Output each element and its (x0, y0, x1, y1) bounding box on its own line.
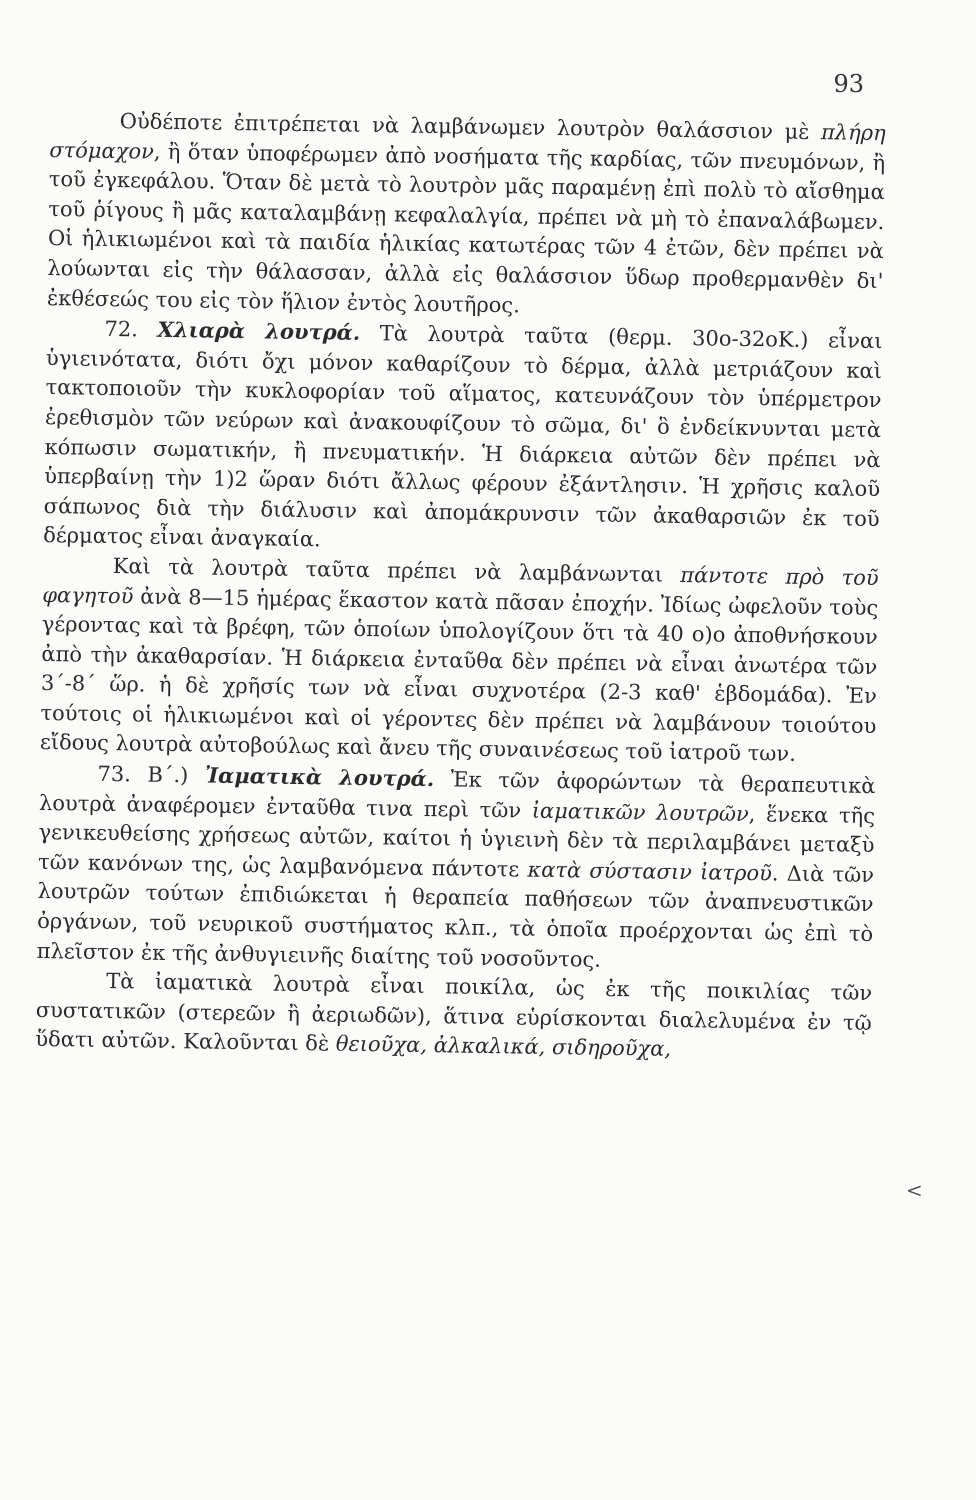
section-title: Ἰαματικὰ λουτρά. (204, 762, 435, 792)
section-number: 72. (104, 317, 158, 342)
italic-phrase: πλήρη στόμαχον (49, 120, 886, 164)
page-body-text (35, 106, 886, 1068)
paragraph-bath-frequency (40, 551, 879, 771)
paragraph-sea-bathing (47, 106, 886, 326)
text-run: Καὶ τὰ λουτρὰ ταῦτα πρέπει νὰ λαμβάνωνται (112, 553, 681, 587)
italic-phrase: θειοῦχα, ἀλκαλικά, σιδηροῦχα, (335, 1032, 672, 1062)
italic-phrase: πάντοτε πρὸ τοῦ φαγητοῦ (42, 562, 879, 608)
text-run: , ἕνεκα τῆς γενικευθείσης χρήσεως αὐτῶν, καίτοι ἡ ὑγιεινὴ δὲν τὰ περιλαμβάνει μεταξὺ τῶν κανόνων της, ὡς λαμβανόμενα πάντοτε (37, 801, 876, 882)
margin-mark: < (906, 1178, 923, 1202)
text-run: Τὰ ἰαματικὰ λουτρὰ εἶναι ποικίλα, ὡς ἐκ τῆς ποικιλίας τῶν συστατικῶν (στερεῶν ἢ ἀεριωδῶν), ἅτινα εὑρίσκονται διαλελυμένα ἐν τῷ ὕδατι αὐτῶν. Καλοῦνται δὲ (35, 969, 873, 1057)
text-run: Ἐκ τῶν ἀφορώντων τὰ θεραπευτικὰ λουτρὰ ἀναφέρομεν ἐνταῦθα τινα περὶ τῶν (38, 767, 876, 823)
text-run: , ἢ ὅταν ὑποφέρωμεν ἀπὸ νοσήματα τῆς καρδίας, τῶν πνευμόνων, ἢ τοῦ ἐγκεφάλου. Ὅταν δὲ μετὰ τὸ λουτρὸν μᾶς παραμένῃ ἐπὶ πολὺ τὸ αἴσθημα τοῦ ῥίγους ἢ μᾶς καταλαμβάνῃ κεφαλαλγία, πρέπει νὰ μὴ τὸ ἐπαναλάβωμεν. Οἱ ἡλικιωμένοι καὶ τὰ παιδία ἡλικίας κατωτέρας τῶν 4 ἐτῶν, δὲν πρέπει νὰ λούωνται εἰς τὴν θάλασσαν, ἀλλὰ εἰς θαλάσσιον ὕδωρ προθερμανθὲν δι' ἐκθέσεώς του εἰς τὸν ἥλιον ἐντὸς λουτῆρος. (46, 139, 886, 317)
paragraph-bath-types (35, 966, 872, 1068)
section-number: 73. Β΄.) (97, 761, 206, 788)
text-run: ἀνὰ 8—15 ἡμέρας ἕκαστον κατὰ πᾶσαν ἐποχήν. Ἰδίως ὠφελοῦν τοὺς γέροντας καὶ τὰ βρέφη, τῶν ὁποίων ὑπολογίζουν ὅτι τὰ 40 ο)ο ἀποθνήσκουν ἀπὸ τὴν ἀκαθαρσίαν. Ἡ διάρκεια ἐνταῦθα δὲν πρέπει νὰ εἶναι ἀνωτέρα τῶν 3΄-8΄ ὥρ. ἡ δὲ χρῆσίς των νὰ εἶναι συχνοτέρα (2-3 καθ' ἑβδομάδα). Ἐν τούτοις οἱ ἡλικιωμένοι καὶ οἱ γέροντες δὲν πρέπει νὰ λαμβάνουν τοιούτου εἴδους λουτρὰ αὐτοβούλως καὶ ἄνευ τῆς συναινέσεως τοῦ ἰατροῦ των. (39, 583, 879, 767)
section-73-therapeutic-baths (36, 758, 875, 979)
text-run: . Διὰ τῶν λουτρῶν τούτων ἐπιδιώκεται ἡ θεραπεία παθήσεων τῶν ἀναπνευστικῶν ὀργάνων, τοῦ νευρικοῦ συστήματος κλπ., τὰ ὁποῖα προέρχονται ὡς ἐπὶ τὸ πλεῖστον ἐκ τῆς ἀνθυγιεινῆς διαίτης τοῦ νοσοῦντος. (36, 861, 875, 972)
section-title: Χλιαρὰ λουτρά. (157, 316, 361, 346)
italic-phrase: κατὰ σύστασιν ἰατροῦ (527, 857, 773, 886)
italic-phrase: ἰαματικῶν λουτρῶν (531, 798, 749, 826)
page-number: 93 (833, 70, 864, 98)
text-run: Οὐδέποτε ἐπιτρέπεται νὰ λαμβάνωμεν λουτρὸν θαλάσσιον μὲ (119, 109, 822, 145)
text-run: Τὰ λουτρὰ ταῦτα (θερμ. 30ο-32οΚ.) εἶναι ὑγιεινότατα, διότι ὄχι μόνον καθαρίζουν τὸ δέρμα, ἀλλὰ μετριάζουν καὶ τακτοποιοῦν τὴν κυκλοφορίαν τοῦ αἵματος, κατευνάζουν τὸν ὑπέρμετρον ἐρεθισμὸν τῶν νεύρων καὶ ἀνακουφίζουν τὸ σῶμα, δι' ὃ ἐνδείκνυνται μετὰ κόπωσιν σωματικήν, ἢ πνευματικήν. Ἡ διάρκεια αὐτῶν δὲν πρέπει νὰ ὑπερβαίνῃ τὴν 1)2 ὥραν διότι ἄλλως φέρουν ἐξάντλησιν. Ἡ χρῆσις καλοῦ σάπωνος διὰ τὴν διάλυσιν καὶ ἀπομάκρυνσιν τῶν ἀκαθαρσιῶν ἐκ τοῦ δέρματος εἶναι ἀναγκαία. (43, 321, 883, 552)
section-72-lukewarm-baths (43, 313, 883, 564)
